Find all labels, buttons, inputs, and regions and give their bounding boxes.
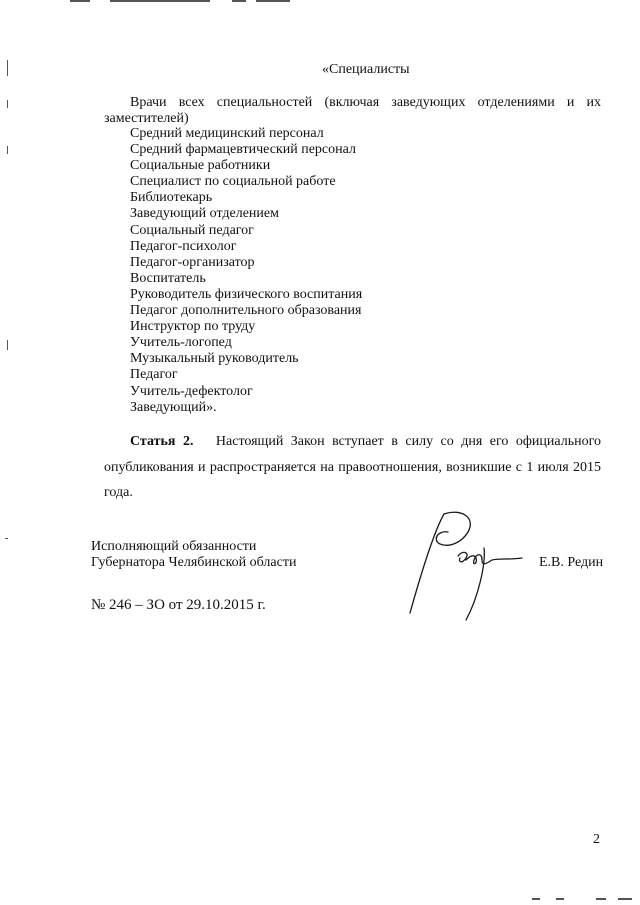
list-item: Педагог-психолог (130, 238, 237, 254)
scan-artifact-top-1 (70, 0, 90, 2)
scan-artifact-top-4 (256, 0, 290, 2)
signer-position (91, 539, 296, 571)
scan-artifact-bottom-2 (556, 898, 564, 900)
list-item: Учитель-логопед (130, 335, 232, 351)
scan-artifact-left-2 (7, 100, 8, 108)
article-text: Настоящий Закон вступает в силу со дня его официального опубликования и распространяется на правоотношения, возникшие с 1 июля 2015 года. (104, 434, 602, 500)
scan-artifact-top-3 (232, 0, 246, 2)
signer-position-line: Исполняющий обязанности (91, 539, 257, 554)
list-item: Социальные работники (130, 158, 271, 174)
scan-artifact-bottom-1 (532, 898, 540, 900)
list-item: Педагог (130, 367, 178, 383)
signer-position-line: Губернатора Челябинской области (91, 555, 297, 570)
list-item: Музыкальный руководитель (130, 351, 299, 367)
list-item: Педагог-организатор (130, 254, 255, 270)
list-item: Руководитель физического воспитания (130, 286, 363, 302)
list-item: Заведующий отделением (130, 206, 279, 222)
scan-artifact-bottom-3 (596, 898, 606, 900)
list-item: Инструктор по труду (130, 319, 256, 335)
article-label: Статья 2. (130, 434, 194, 449)
signer-name: Е.В. Редин (539, 555, 604, 570)
specialists-list (130, 126, 362, 416)
law-number: № 246 – ЗО от 29.10.2015 г. (91, 597, 266, 613)
handwritten-signature (400, 508, 530, 628)
list-item: Средний фармацевтический персонал (130, 142, 356, 158)
list-item: Педагог дополнительного образования (130, 303, 362, 319)
list-item: Учитель-дефектолог (130, 383, 253, 399)
scan-artifact-top-2 (110, 0, 210, 2)
scan-artifact-bottom-4 (618, 898, 632, 900)
scan-artifact-left-3 (7, 146, 8, 154)
list-item: Библиотекарь (130, 190, 213, 206)
list-item: Заведующий». (130, 399, 217, 415)
scan-artifact-left-5 (5, 538, 8, 539)
list-item: Средний медицинский персонал (130, 126, 324, 141)
page-number: 2 (593, 832, 600, 847)
article-paragraph (104, 429, 601, 506)
section-heading: «Специалисты (322, 62, 410, 77)
list-item: Воспитатель (130, 270, 206, 286)
list-item: Специалист по социальной работе (130, 174, 336, 190)
scan-artifact-left-4 (7, 340, 8, 350)
intro-paragraph: Врачи всех специальностей (включая заведующих отделениями и их заместителей) (104, 95, 601, 126)
list-item: Социальный педагог (130, 222, 254, 238)
scan-artifact-left-1 (7, 60, 8, 76)
